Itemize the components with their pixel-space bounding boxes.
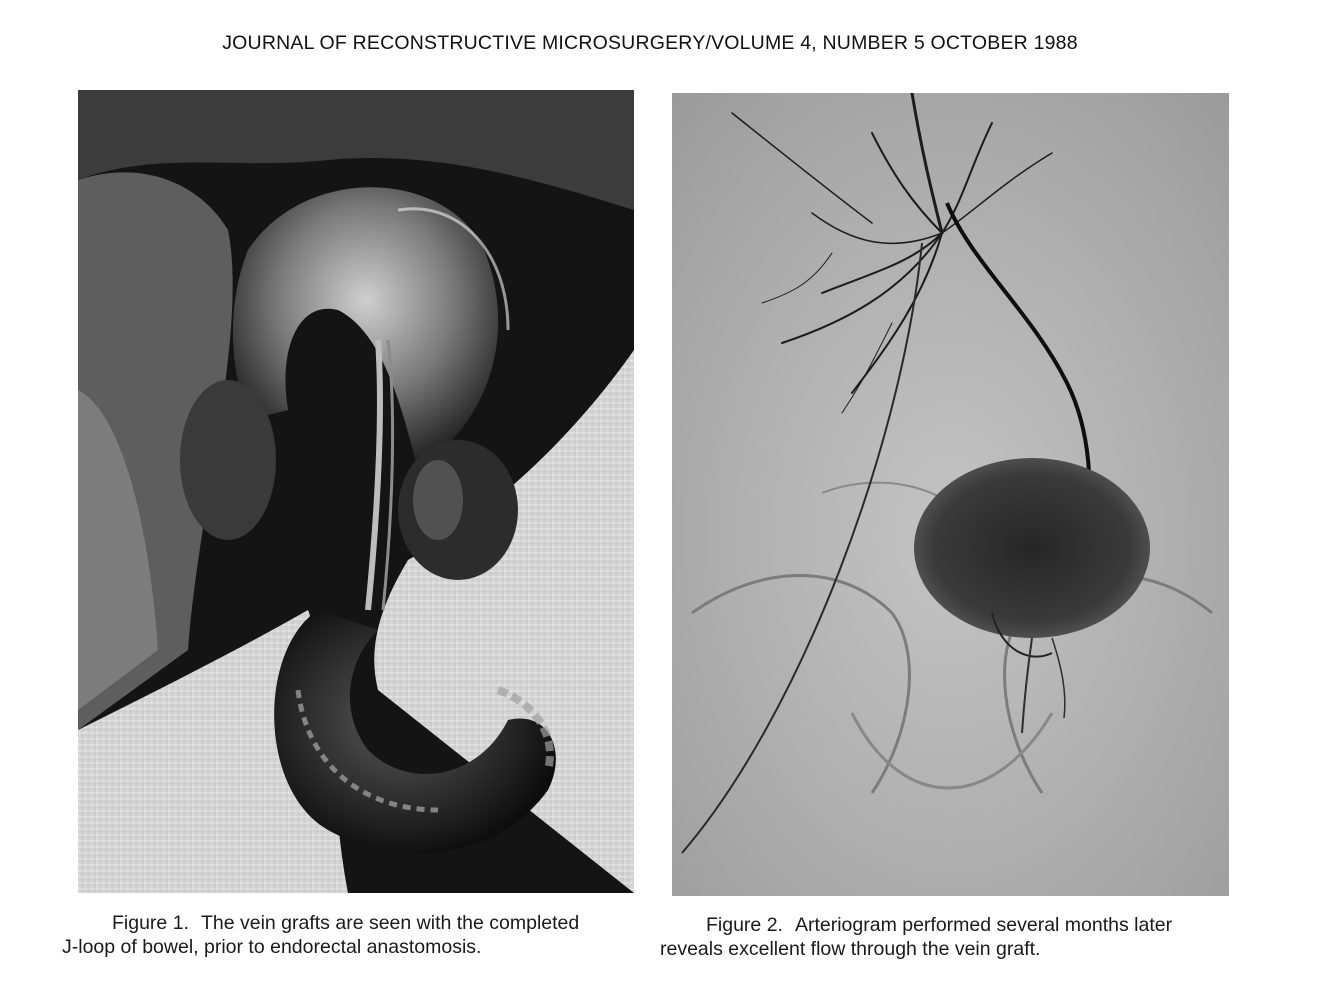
running-header — [0, 32, 1300, 55]
figure-1-photo — [78, 90, 634, 893]
figure-2-arteriogram-image — [672, 93, 1229, 896]
figure-2-caption-line-1 — [660, 913, 1235, 937]
figure-1-caption-text-1: The vein grafts are seen with the completed — [200, 912, 580, 934]
figure-1-caption-line-2: J-loop of bowel, prior to endorectal anastomosis. — [62, 936, 482, 958]
figure-2-caption — [660, 913, 1235, 961]
figure-2-caption-text-1: Arteriogram performed several months later — [794, 914, 1173, 936]
journal-header-text: JOURNAL OF RECONSTRUCTIVE MICROSURGERY/VOLUME 4, NUMBER 5 OCTOBER 1988 — [222, 32, 1078, 54]
figure-2-caption-line-2: reveals excellent flow through the vein graft. — [660, 938, 1041, 960]
figure-1-caption-line-1 — [62, 911, 642, 935]
figure-2-arteriogram — [672, 93, 1229, 896]
figure-2-label: Figure 2. — [706, 914, 783, 936]
figure-1-surgical-photo-image — [78, 90, 634, 893]
figure-1-label: Figure 1. — [112, 912, 189, 934]
figure-1-caption — [62, 911, 642, 959]
